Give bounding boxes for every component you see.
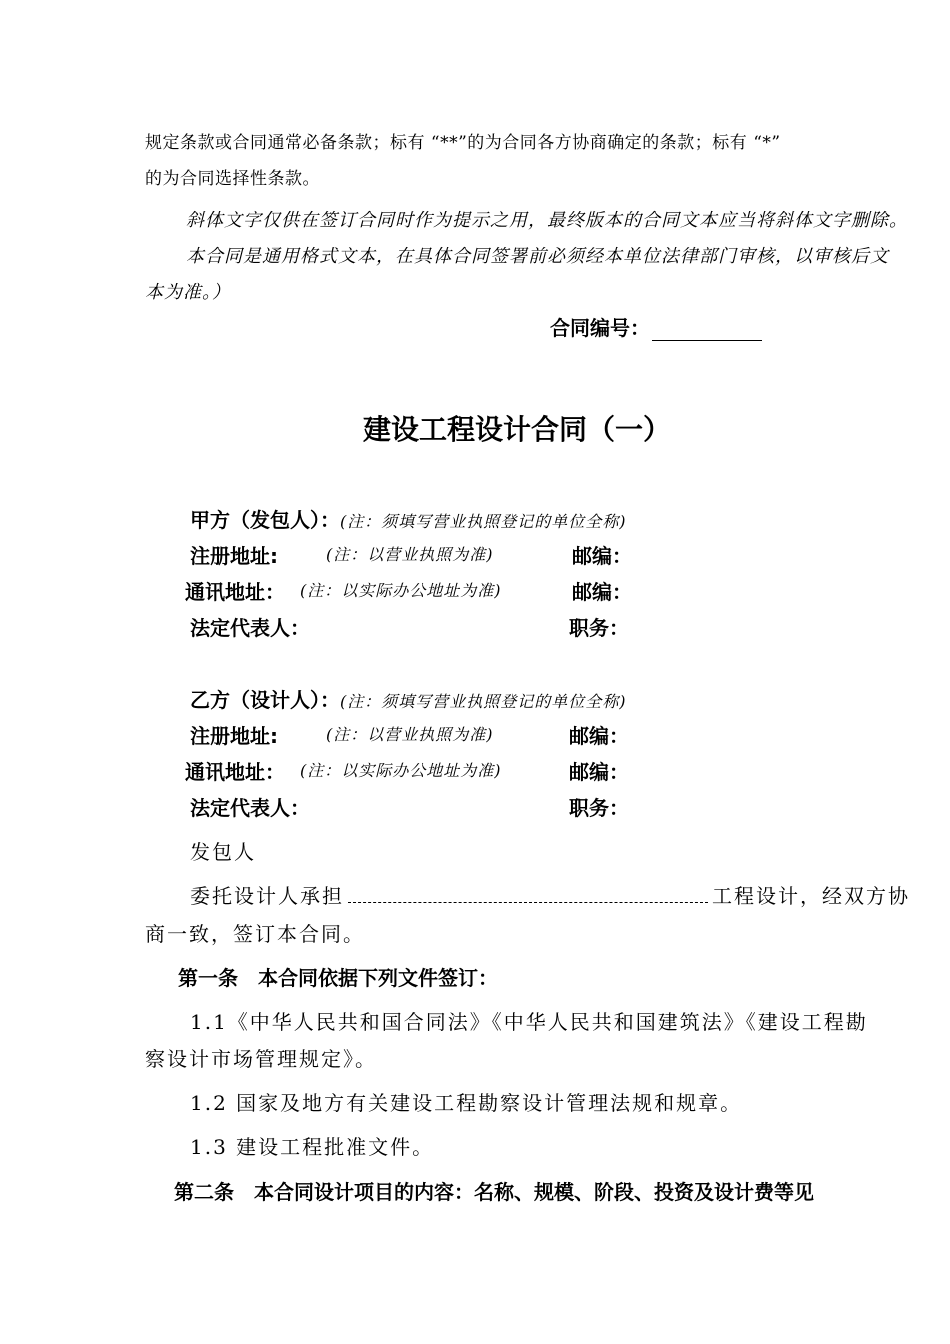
- party-b-postcode-2: 邮编：: [569, 760, 629, 784]
- party-a-postcode-1: 邮编：: [572, 544, 632, 568]
- party-b-name-row: [190, 684, 627, 713]
- party-b-reg-note: (注：以营业执照为准): [326, 725, 494, 744]
- party-a-name-row: [190, 504, 627, 533]
- entrust-text-a: 委托设计人承担: [190, 884, 344, 908]
- contract-number-label: 合同编号：: [550, 316, 650, 340]
- party-a-mail-note: (注：以实际办公地址为准): [300, 581, 502, 600]
- party-b-position-label: 职务：: [569, 796, 629, 820]
- item-1-1-line-b: 察设计市场管理规定》。: [145, 1047, 377, 1071]
- article-1-title: 第一条 本合同依据下列文件签订：: [178, 966, 498, 990]
- party-a-name-note: (注：须填写营业执照登记的单位全称): [340, 512, 627, 531]
- entrust-text-b: 工程设计，经双方协: [712, 884, 910, 908]
- intro-italic-1: 斜体文字仅供在签订合同时作为提示之用，最终版本的合同文本应当将斜体文字删除。: [186, 210, 908, 231]
- project-name-blank[interactable]: [348, 884, 708, 903]
- contract-number-blank[interactable]: [652, 318, 762, 341]
- document-title: 建设工程设计合同（一）: [363, 413, 672, 446]
- employer-line: 发包人: [190, 840, 256, 864]
- party-a-reg-note: (注：以营业执照为准): [326, 545, 494, 564]
- party-a-reg-label: 注册地址:: [190, 544, 278, 568]
- party-b-mail-note: (注：以实际办公地址为准): [300, 761, 502, 780]
- party-b-rep-label: 法定代表人：: [190, 796, 310, 820]
- contract-number: [550, 312, 762, 341]
- party-a-position-label: 职务：: [569, 616, 629, 640]
- intro-line-1: 规定条款或合同通常必备条款；标有 “**”的为合同各方协商确定的条款；标有 “*”: [145, 133, 781, 153]
- item-1-2: 1.2 国家及地方有关建设工程勘察设计管理法规和规章。: [190, 1091, 743, 1115]
- entrust-line: [190, 880, 910, 909]
- item-1-3: 1.3 建设工程批准文件。: [190, 1135, 435, 1159]
- party-b-name-label: 乙方（设计人）：: [190, 688, 340, 712]
- party-a-mail-label: 通讯地址：: [185, 580, 285, 604]
- entrust-line-2: 商一致，签订本合同。: [145, 922, 365, 946]
- party-b-mail-label: 通讯地址：: [185, 760, 285, 784]
- party-a-postcode-2: 邮编：: [572, 580, 632, 604]
- party-a-rep-label: 法定代表人：: [190, 616, 310, 640]
- party-b-reg-label: 注册地址:: [190, 724, 278, 748]
- article-2-title: 第二条 本合同设计项目的内容：名称、规模、阶段、投资及设计费等见: [174, 1180, 814, 1204]
- party-b-name-note: (注：须填写营业执照登记的单位全称): [340, 692, 627, 711]
- item-1-1-line-a: 1.1《中华人民共和国合同法》《中华人民共和国建筑法》《建设工程勘: [190, 1010, 868, 1034]
- intro-italic-2a: 本合同是通用格式文本，在具体合同签署前必须经本单位法律部门审核，以审核后文: [186, 246, 889, 267]
- party-b-postcode-1: 邮编：: [569, 724, 629, 748]
- intro-italic-2b: 本为准。）: [145, 282, 231, 303]
- party-a-name-label: 甲方（发包人）：: [190, 508, 340, 532]
- intro-line-2: 的为合同选择性条款。: [145, 169, 320, 189]
